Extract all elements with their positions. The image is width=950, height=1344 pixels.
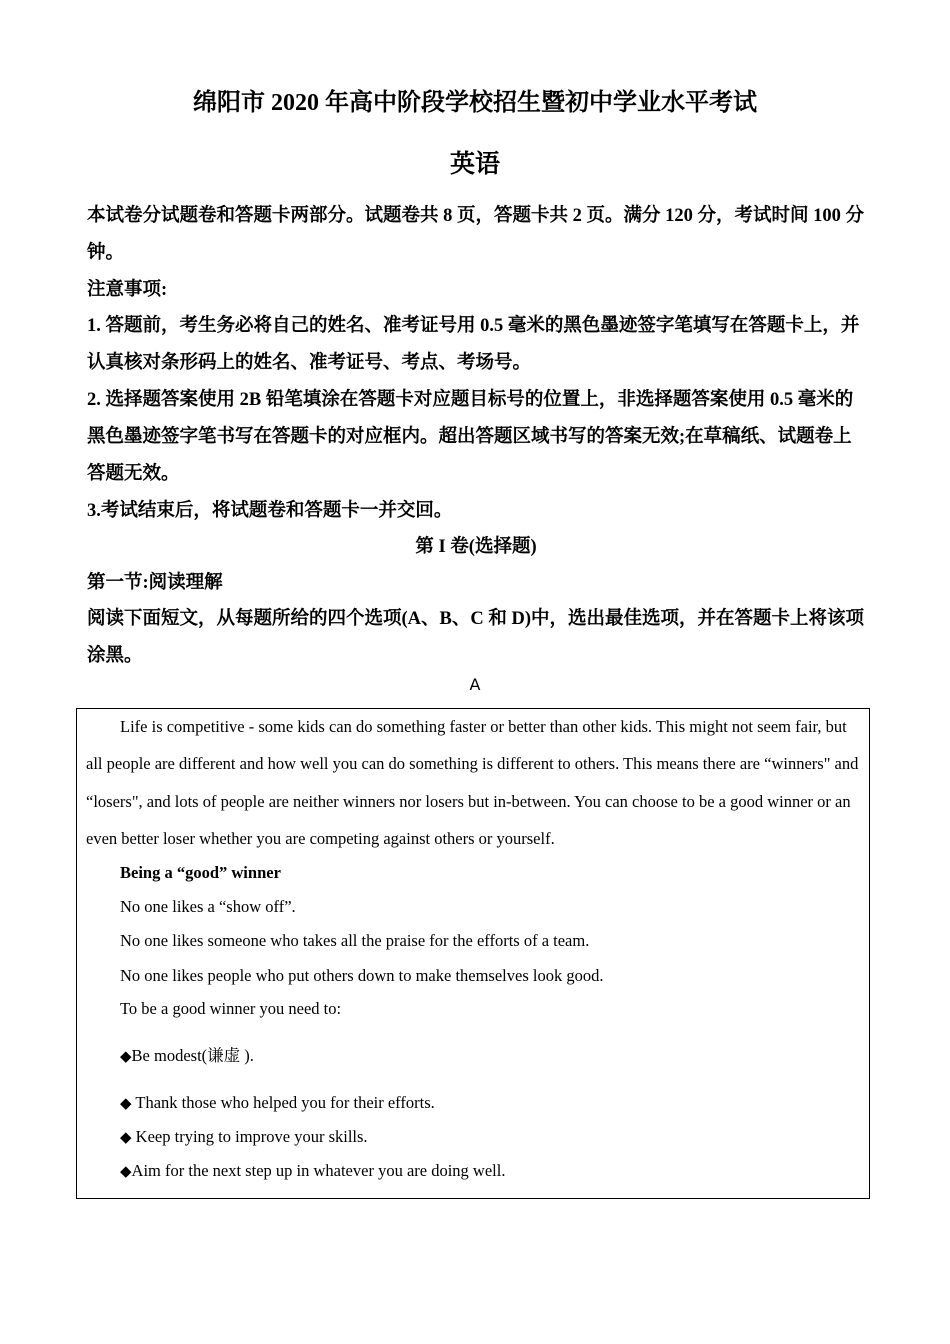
note-item-1: 1. 答题前，考生务必将自己的姓名、准考证号用 0.5 毫米的黑色墨迹签字笔填写在答题卡上，并认真核对条形码上的姓名、准考证号、考点、考场号。 [87, 316, 860, 373]
diamond-bullet-icon: ◆ [120, 1047, 132, 1065]
bullet-text: Thank those who helped you for their efforts. [131, 1093, 435, 1112]
bullet-item [120, 1092, 435, 1114]
note-item-3: 3.考试结束后，将试题卷和答题卡一并交回。 [87, 501, 453, 521]
section-title: 第一节:阅读理解 [87, 573, 223, 593]
exam-instructions [87, 198, 865, 675]
bullet-item [120, 1160, 505, 1182]
passage-line: No one likes a “show off”. [120, 897, 296, 916]
passage-subheading: Being a “good” winner [120, 863, 281, 882]
passage-intro: Life is competitive - some kids can do something faster or better than other kids. This might not seem fair, but all people are different and how well you can do something is different to others. This means there are “winners" and “losers", and lots of people are neither winners nor losers but in-between. You can choose to be a good winner or an even better loser whether you are competing against others or yourself. [86, 717, 859, 848]
part-title: 第 I 卷(选择题) [415, 537, 537, 557]
passage-line: No one likes people who put others down to make themselves look good. [120, 966, 604, 985]
passage-line: No one likes someone who takes all the praise for the efforts of a team. [120, 931, 590, 950]
diamond-bullet-icon: ◆ [120, 1162, 132, 1180]
bullet-text: Aim for the next step up in whatever you are doing well. [131, 1161, 506, 1180]
bullet-item [120, 1126, 368, 1148]
exam-intro: 本试卷分试题卷和答题卡两部分。试题卷共 8 页，答题卡共 2 页。满分 120 分，考试时间 100 分钟。 [87, 206, 865, 263]
diamond-bullet-icon: ◆ [120, 1128, 132, 1146]
passage-line: To be a good winner you need to: [120, 999, 342, 1018]
bullet-text: Keep trying to improve your skills. [131, 1127, 368, 1146]
bullet-item [120, 1045, 254, 1067]
exam-title: 绵阳市 2020 年高中阶段学校招生暨初中学业水平考试 [193, 90, 757, 116]
note-item-2: 2. 选择题答案使用 2B 铅笔填涂在答题卡对应题目标号的位置上，非选择题答案使用 0.5 毫米的黑色墨迹签字笔书写在答题卡的对应框内。超出答题区域书写的答案无效;在草稿纸、试题卷上答题无效。 [87, 390, 854, 484]
subject-title: 英语 [449, 151, 500, 178]
diamond-bullet-icon: ◆ [120, 1094, 132, 1112]
reading-instruction: 阅读下面短文，从每题所给的四个选项(A、B、C 和 D)中，选出最佳选项，并在答题卡上将该项涂黑。 [87, 609, 864, 666]
bullet-text: Be modest(谦虚 ). [131, 1046, 254, 1065]
notes-heading: 注意事项: [87, 280, 168, 300]
passage-letter: A [469, 675, 481, 694]
